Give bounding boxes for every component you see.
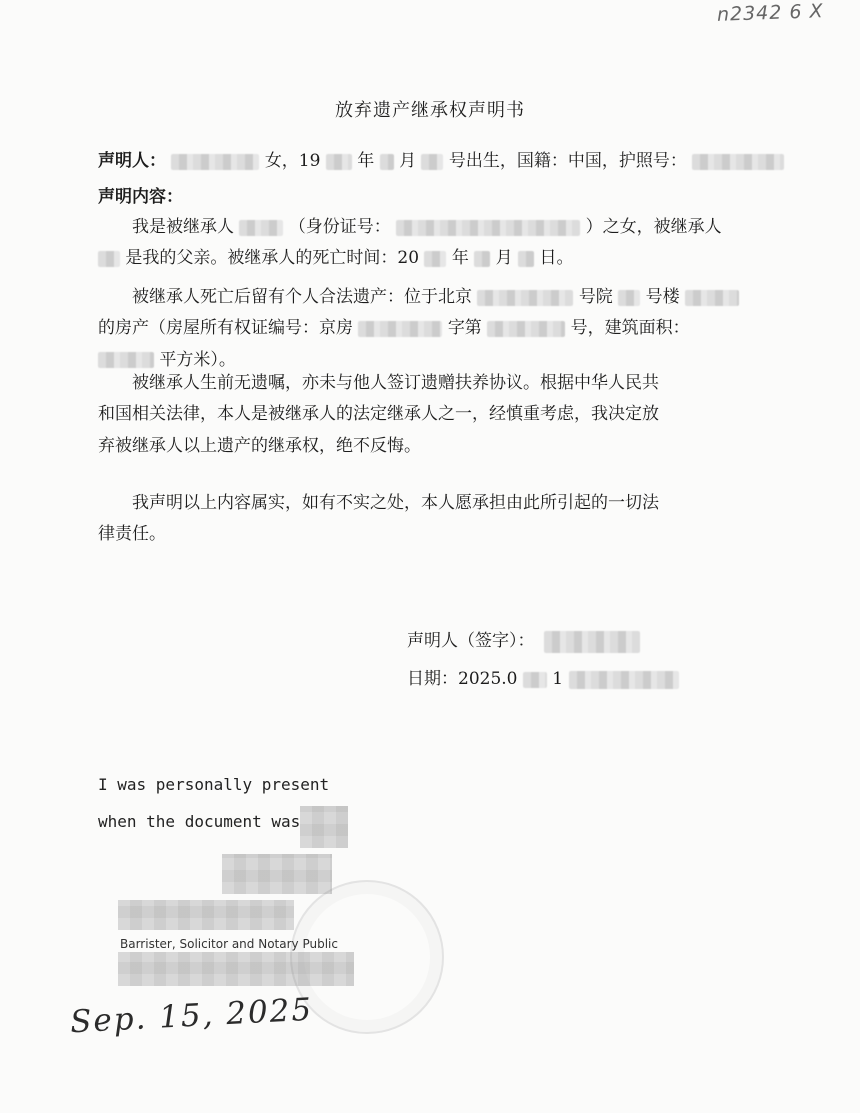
p1-line1-c: ）之女，被继承人 [585,217,722,237]
declarant-year-label: 年 [357,151,375,171]
p2-line1-a: 被继承人死亡后留有个人合法遗产：位于北京 [132,287,472,307]
redacted-month [380,154,394,170]
p4-line2: 律责任。 [98,524,166,545]
paragraph-3 [98,368,768,462]
redacted-name [171,154,259,170]
p2-line3-a: 平方米）。 [159,349,236,370]
redacted-address [477,290,573,306]
declarant-gender-year: 女，19 [264,151,321,171]
p3-line2: 和国相关法律，本人是被继承人的法定继承人之一，经慎重考虑，我决定放 [98,404,659,425]
p1-line1-a: 我是被继承人 [132,217,234,237]
p1-line2-d: 日。 [539,248,574,269]
declarant-month-label: 月 [399,151,417,171]
date-line [407,664,679,689]
document-title: 放弃遗产继承权声明书 [335,100,525,121]
signature-line [407,626,640,653]
paragraph-2 [98,282,768,376]
redacted-deceased-name-2 [98,251,120,267]
declarant-birth-nationality: 号出生，国籍：中国，护照号： [448,151,687,171]
date-label: 日期：2025.0 [407,669,518,689]
handwritten-date: Sep. 15, 2025 [69,991,314,1041]
paragraph-1 [98,212,768,275]
p2-line1-b: 号院 [578,287,613,307]
redacted-cert-number [487,321,565,337]
p1-line2-a: 是我的父亲。被继承人的死亡时间：20 [125,248,420,269]
redacted-day [421,154,443,170]
p2-line2-a: 的房产（房屋所有权证编号：京房 [98,318,353,339]
signature-label: 声明人（签字）： [407,631,535,651]
redacted-year [326,154,352,170]
p2-line2-b: 字第 [447,318,482,339]
redacted-date-month [523,672,547,688]
redacted-passport [692,154,784,170]
redacted-notary-signature [222,854,332,894]
corner-handwritten-note: n2342 6 X [717,0,825,26]
redacted-date-day [569,671,679,689]
p4-line1: 我声明以上内容属实，如有不实之处，本人愿承担由此所引起的一切法 [132,493,659,513]
declarant-label: 声明人： [98,151,166,171]
redacted-deceased-name [239,220,283,236]
p2-line1-c: 号楼 [645,287,680,307]
redacted-witness-text [300,806,348,848]
p1-line1-b: （身份证号： [288,217,391,237]
redacted-death-day [518,251,534,267]
paragraph-4 [98,488,768,551]
redacted-cert-prefix [358,321,442,337]
redacted-signature [544,631,640,653]
witness-line-2: when the document was [98,812,301,831]
declarant-line [98,146,784,171]
redacted-building [618,290,640,306]
date-tail: 1 [552,669,564,689]
notary-title: Barrister, Solicitor and Notary Public [120,937,338,951]
p3-line1: 被继承人生前无遗嘱，亦未与他人签订遗赠扶养协议。根据中华人民共 [132,373,659,393]
content-label: 声明内容： [98,187,183,207]
p3-line3: 弃被继承人以上遗产的继承权，绝不反悔。 [98,435,421,456]
redacted-area [98,352,154,368]
redacted-notary-name [118,900,294,930]
redacted-death-month [474,251,490,267]
p1-line2-b: 年 [451,248,469,269]
redacted-death-year [424,251,446,267]
p2-line2-c: 号，建筑面积： [570,318,690,339]
p1-line2-c: 月 [495,248,513,269]
witness-line-1: I was personally present [98,775,330,794]
redacted-unit [685,290,739,306]
redacted-id-number [396,220,580,236]
